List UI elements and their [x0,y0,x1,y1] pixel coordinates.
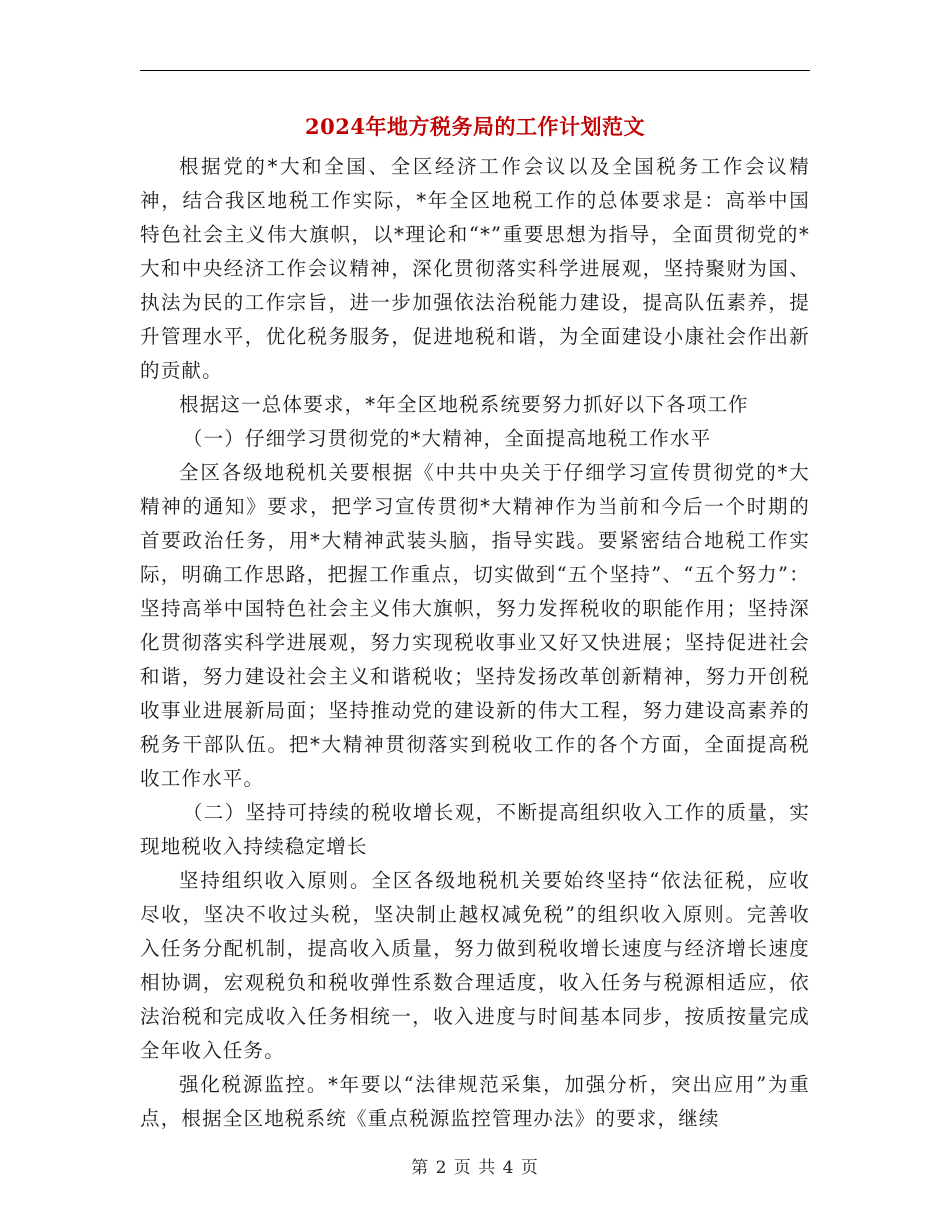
section-heading-1: （一）仔细学习贯彻党的*大精神，全面提高地税工作水平 [182,427,712,450]
paragraph-section-1: 全区各级地税机关要根据《中共中央关于仔细学习宣传贯彻党的*大精神的通知》要求，把学习宣传贯彻*大精神作为当前和今后一个时期的首要政治任务，用*大精神武装头脑，指导实践。要紧密结合地税工作实际，明确工作思路，把握工作重点，切实做到“五个坚持”、“五个努力”：坚持高举中国特色社会主义伟大旗帜，努力发挥税收的职能作用；坚持深化贯彻落实科学进展观，努力实现税收事业又好又快进展；坚持促进社会和谐，努力建设社会主义和谐税收；坚持发扬改革创新精神，努力开创税收事业进展新局面；坚持推动党的建设新的伟大工程，努力建设高素养的税务干部队伍。把*大精神贯彻落实到税收工作的各个方面，全面提高税收工作水平。 [140,461,810,790]
paragraph-tax-source: 强化税源监控。*年要以“法律规范采集，加强分析，突出应用”为重点，根据全区地税系统《重点税源监控管理办法》的要求，继续 [140,1073,810,1130]
document-body [140,150,810,1136]
document-title: 2024年地方税务局的工作计划范文 [305,114,645,139]
paragraph-revenue-principle: 坚持组织收入原则。全区各级地税机关要始终坚持“依法征税，应收尽收，坚决不收过头税，坚决制止越权减免税”的组织收入原则。完善收入任务分配机制，提高收入质量，努力做到税收增长速度与经济增长速度相协调，宏观税负和税收弹性系数合理适度，收入任务与税源相适应，依法治税和完成收入任务相统一，收入进度与时间基本同步，按质按量完成全年收入任务。 [140,869,810,1062]
paragraph-summary: 根据这一总体要求，*年全区地税系统要努力抓好以下各项工作 [179,393,749,416]
header-rule [140,70,810,71]
page-footer: 第 2 页 共 4 页 [411,1158,539,1178]
paragraph-intro: 根据党的*大和全国、全区经济工作会议以及全国税务工作会议精神，结合我区地税工作实际，*年全区地税工作的总体要求是：高举中国特色社会主义伟大旗帜，以*理论和“*”重要思想为指导，全面贯彻党的*大和中央经济工作会议精神，深化贯彻落实科学进展观，坚持聚财为国、执法为民的工作宗旨，进一步加强依法治税能力建设，提高队伍素养，提升管理水平，优化税务服务，促进地税和谐，为全面建设小康社会作出新的贡献。 [140,155,810,382]
section-heading-2: （二）坚持可持续的税收增长观，不断提高组织收入工作的质量，实现地税收入持续稳定增长 [140,801,810,858]
